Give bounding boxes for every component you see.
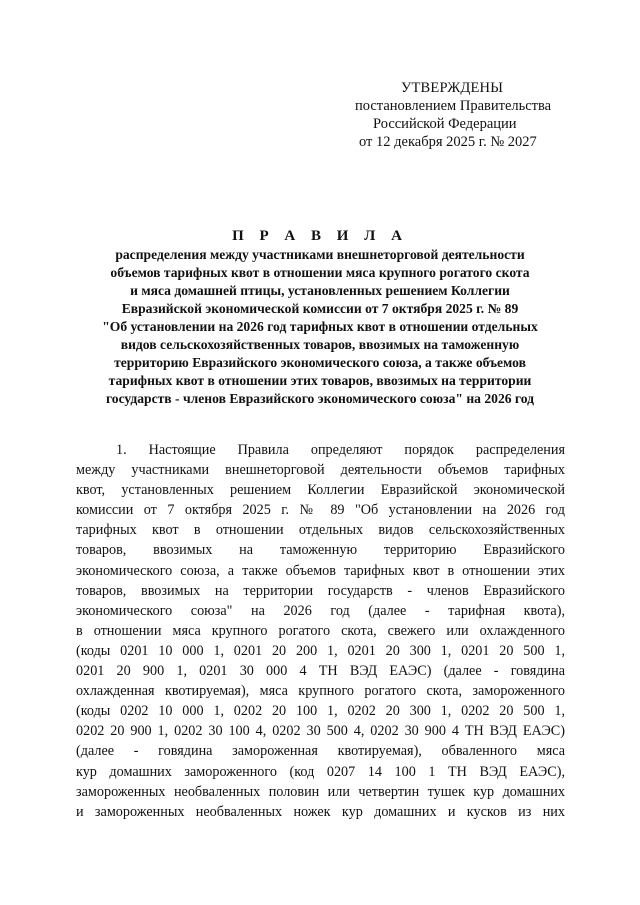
body-line: экономического союза" на 2026 год (далее - тарифная квота),	[76, 602, 565, 619]
subtitle-line: объемов тарифных квот в отношении мяса крупного рогатого скота	[110, 265, 530, 280]
body-line: замороженных необваленных половин или четвертин тушек кур домашних	[76, 783, 565, 800]
subtitle-line: территорию Евразийского экономического союза, а также объемов	[114, 355, 526, 370]
approval-line: постановлением Правительства	[355, 98, 552, 114]
body-line: тарифных квот в отношении отдельных видов сельскохозяйственных	[76, 522, 565, 539]
body-line: (далее - говядина замороженная квотируемая), обваленного мяса	[76, 743, 565, 760]
document-title: П Р А В И Л А	[232, 228, 408, 244]
body-line: 0202 20 900 1, 0202 30 100 4, 0202 30 500 4, 0202 30 900 4 ТН ВЭД ЕАЭС)	[76, 723, 565, 740]
subtitle-line: тарифных квот в отношении этих товаров, ввозимых на территории	[108, 373, 532, 388]
body-line: (коды 0202 10 000 1, 0202 20 100 1, 0202 20 300 1, 0202 20 500 1,	[76, 703, 565, 720]
body-line: в отношении мяса крупного рогатого скота, свежего или охлажденного	[76, 622, 565, 639]
approval-title: УТВЕРЖДЕНЫ	[401, 80, 504, 96]
approval-line: Российской Федерации	[373, 116, 517, 132]
body-line: (коды 0201 10 000 1, 0201 20 200 1, 0201 20 300 1, 0201 20 500 1,	[76, 642, 565, 659]
body-line: 0201 20 900 1, 0201 30 000 4 ТН ВЭД ЕАЭС) (далее - говядина	[76, 663, 565, 680]
body-line: квот, установленных решением Коллегии Евразийской экономической	[76, 482, 565, 499]
subtitle-line: "Об установлении на 2026 год тарифных квот в отношении отдельных	[102, 319, 538, 334]
body-line: и замороженных необваленных ножек кур домашних и кусков из них	[76, 803, 565, 820]
document-subtitle	[70, 246, 570, 408]
body-line: комиссии от 7 октября 2025 г. № 89 "Об установлении на 2026 год	[76, 502, 565, 519]
subtitle-line: и мяса домашней птицы, установленных решением Коллегии	[130, 283, 510, 298]
body-line: охлажденная квотируемая), мяса крупного рогатого скота, замороженного	[76, 683, 565, 700]
body-paragraph	[76, 440, 565, 822]
body-line: между участниками внешнеторговой деятельности объемов тарифных	[76, 462, 565, 479]
subtitle-line: Евразийской экономической комиссии от 7 октября 2025 г. № 89	[121, 301, 519, 316]
approval-block	[355, 79, 565, 151]
approval-line: от 12 декабря 2025 г. № 2027	[359, 134, 537, 150]
body-line: товаров, ввозимых на территории государств - членов Евразийского	[76, 582, 565, 599]
body-line: экономического союза, а также объемов тарифных квот в отношении этих	[76, 562, 565, 579]
body-line: товаров, ввозимых на таможенную территорию Евразийского	[76, 542, 565, 559]
subtitle-line: видов сельскохозяйственных товаров, ввозимых на таможенную	[120, 337, 520, 352]
body-line: 1. Настоящие Правила определяют порядок распределения	[116, 442, 565, 458]
body-line: кур домашних замороженного (код 0207 14 100 1 ТН ВЭД ЕАЭС),	[76, 763, 565, 780]
subtitle-line: государств - членов Евразийского экономического союза" на 2026 год	[105, 391, 535, 406]
subtitle-line: распределения между участниками внешнеторговой деятельности	[115, 247, 525, 262]
